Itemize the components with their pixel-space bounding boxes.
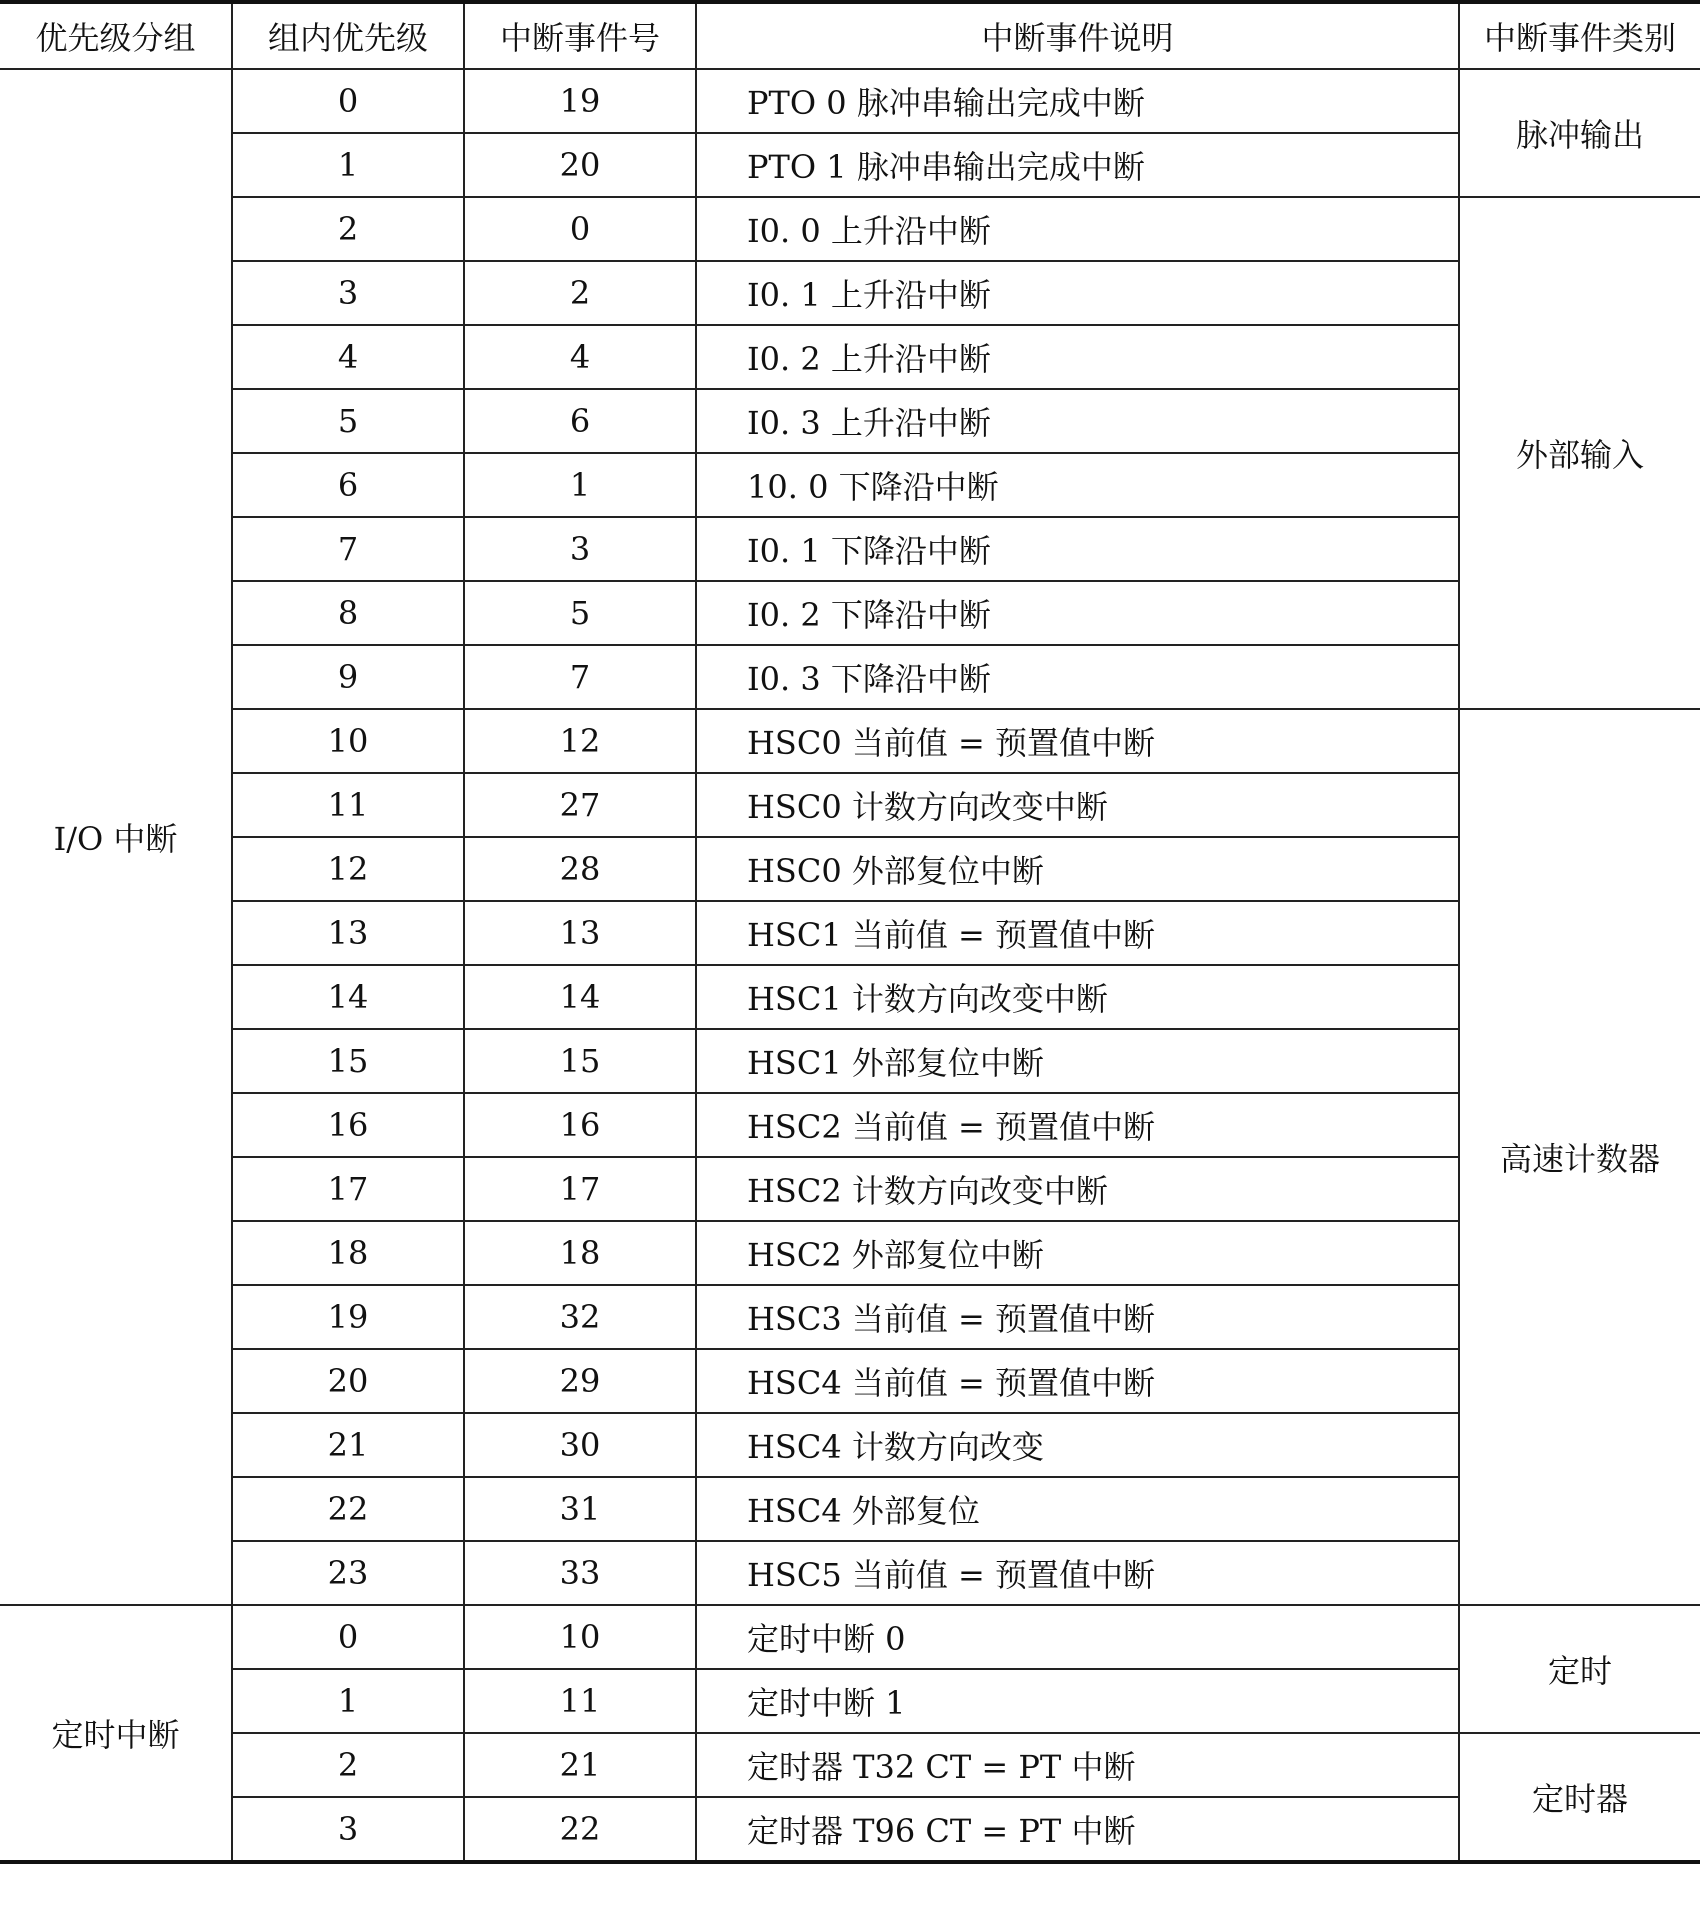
table-header (0, 2, 1700, 69)
table-row (0, 709, 1700, 773)
priority-group-cell: 定时中断 (0, 1605, 232, 1862)
in-group-priority-cell: 22 (232, 1477, 464, 1541)
event-description-cell: HSC0 当前值 = 预置值中断 (696, 709, 1459, 773)
header-in-group-priority: 组内优先级 (232, 2, 464, 69)
header-event-number: 中断事件号 (464, 2, 696, 69)
table-row (0, 389, 1700, 453)
event-number-cell: 33 (464, 1541, 696, 1605)
event-description-cell: HSC0 外部复位中断 (696, 837, 1459, 901)
table-row (0, 133, 1700, 197)
table-row (0, 197, 1700, 261)
in-group-priority-cell: 3 (232, 1797, 464, 1862)
header-priority-group: 优先级分组 (0, 2, 232, 69)
in-group-priority-cell: 4 (232, 325, 464, 389)
event-number-cell: 6 (464, 389, 696, 453)
in-group-priority-cell: 19 (232, 1285, 464, 1349)
event-number-cell: 2 (464, 261, 696, 325)
table-row (0, 1605, 1700, 1669)
in-group-priority-cell: 0 (232, 69, 464, 133)
header-event-description: 中断事件说明 (696, 2, 1459, 69)
event-description-cell: I0. 3 下降沿中断 (696, 645, 1459, 709)
table-row (0, 581, 1700, 645)
in-group-priority-cell: 0 (232, 1605, 464, 1669)
event-number-cell: 29 (464, 1349, 696, 1413)
event-number-cell: 1 (464, 453, 696, 517)
event-description-cell: HSC2 计数方向改变中断 (696, 1157, 1459, 1221)
in-group-priority-cell: 16 (232, 1093, 464, 1157)
event-number-cell: 32 (464, 1285, 696, 1349)
header-row (0, 2, 1700, 69)
table-row (0, 1349, 1700, 1413)
event-description-cell: HSC2 当前值 = 预置值中断 (696, 1093, 1459, 1157)
event-description-cell: HSC4 当前值 = 预置值中断 (696, 1349, 1459, 1413)
in-group-priority-cell: 1 (232, 133, 464, 197)
event-description-cell: HSC4 计数方向改变 (696, 1413, 1459, 1477)
table-row (0, 453, 1700, 517)
event-description-cell: 定时器 T96 CT = PT 中断 (696, 1797, 1459, 1862)
event-description-cell: HSC2 外部复位中断 (696, 1221, 1459, 1285)
event-description-cell: PTO 1 脉冲串输出完成中断 (696, 133, 1459, 197)
event-number-cell: 22 (464, 1797, 696, 1862)
table-row (0, 1477, 1700, 1541)
in-group-priority-cell: 7 (232, 517, 464, 581)
in-group-priority-cell: 12 (232, 837, 464, 901)
table-row (0, 1221, 1700, 1285)
event-number-cell: 17 (464, 1157, 696, 1221)
event-description-cell: HSC4 外部复位 (696, 1477, 1459, 1541)
event-number-cell: 4 (464, 325, 696, 389)
in-group-priority-cell: 2 (232, 1733, 464, 1797)
in-group-priority-cell: 13 (232, 901, 464, 965)
in-group-priority-cell: 15 (232, 1029, 464, 1093)
event-description-cell: HSC0 计数方向改变中断 (696, 773, 1459, 837)
table-row (0, 965, 1700, 1029)
table-row (0, 517, 1700, 581)
event-category-cell: 高速计数器 (1459, 709, 1700, 1605)
event-description-cell: PTO 0 脉冲串输出完成中断 (696, 69, 1459, 133)
priority-group-cell: I/O 中断 (0, 69, 232, 1605)
event-description-cell: HSC1 当前值 = 预置值中断 (696, 901, 1459, 965)
event-category-cell: 外部输入 (1459, 197, 1700, 709)
in-group-priority-cell: 10 (232, 709, 464, 773)
event-number-cell: 27 (464, 773, 696, 837)
table-body (0, 69, 1700, 1862)
table-row (0, 1029, 1700, 1093)
event-category-cell: 定时器 (1459, 1733, 1700, 1862)
table-row (0, 1541, 1700, 1605)
event-number-cell: 21 (464, 1733, 696, 1797)
table-row (0, 645, 1700, 709)
event-description-cell: HSC3 当前值 = 预置值中断 (696, 1285, 1459, 1349)
in-group-priority-cell: 3 (232, 261, 464, 325)
in-group-priority-cell: 20 (232, 1349, 464, 1413)
table-row (0, 1669, 1700, 1733)
event-number-cell: 14 (464, 965, 696, 1029)
header-event-category: 中断事件类别 (1459, 2, 1700, 69)
event-category-cell: 脉冲输出 (1459, 69, 1700, 197)
event-description-cell: I0. 1 上升沿中断 (696, 261, 1459, 325)
table-row (0, 773, 1700, 837)
event-category-cell: 定时 (1459, 1605, 1700, 1733)
table-row (0, 69, 1700, 133)
event-number-cell: 13 (464, 901, 696, 965)
table-row (0, 1093, 1700, 1157)
event-description-cell: I0. 3 上升沿中断 (696, 389, 1459, 453)
in-group-priority-cell: 21 (232, 1413, 464, 1477)
table-row (0, 261, 1700, 325)
event-number-cell: 7 (464, 645, 696, 709)
table-row (0, 325, 1700, 389)
event-description-cell: 定时中断 1 (696, 1669, 1459, 1733)
event-description-cell: 定时中断 0 (696, 1605, 1459, 1669)
in-group-priority-cell: 5 (232, 389, 464, 453)
event-description-cell: 10. 0 下降沿中断 (696, 453, 1459, 517)
event-number-cell: 12 (464, 709, 696, 773)
event-number-cell: 3 (464, 517, 696, 581)
event-number-cell: 16 (464, 1093, 696, 1157)
in-group-priority-cell: 1 (232, 1669, 464, 1733)
table-row (0, 1413, 1700, 1477)
in-group-priority-cell: 11 (232, 773, 464, 837)
table-row (0, 901, 1700, 965)
event-number-cell: 10 (464, 1605, 696, 1669)
event-description-cell: HSC1 计数方向改变中断 (696, 965, 1459, 1029)
in-group-priority-cell: 23 (232, 1541, 464, 1605)
event-number-cell: 20 (464, 133, 696, 197)
table-row (0, 837, 1700, 901)
event-number-cell: 5 (464, 581, 696, 645)
event-description-cell: HSC5 当前值 = 预置值中断 (696, 1541, 1459, 1605)
event-description-cell: I0. 1 下降沿中断 (696, 517, 1459, 581)
in-group-priority-cell: 8 (232, 581, 464, 645)
event-number-cell: 15 (464, 1029, 696, 1093)
event-description-cell: I0. 2 上升沿中断 (696, 325, 1459, 389)
event-number-cell: 19 (464, 69, 696, 133)
event-number-cell: 30 (464, 1413, 696, 1477)
event-number-cell: 28 (464, 837, 696, 901)
event-number-cell: 0 (464, 197, 696, 261)
event-description-cell: I0. 0 上升沿中断 (696, 197, 1459, 261)
event-description-cell: HSC1 外部复位中断 (696, 1029, 1459, 1093)
event-number-cell: 11 (464, 1669, 696, 1733)
in-group-priority-cell: 17 (232, 1157, 464, 1221)
in-group-priority-cell: 2 (232, 197, 464, 261)
event-description-cell: I0. 2 下降沿中断 (696, 581, 1459, 645)
in-group-priority-cell: 6 (232, 453, 464, 517)
table-row (0, 1733, 1700, 1797)
in-group-priority-cell: 9 (232, 645, 464, 709)
table-row (0, 1797, 1700, 1862)
in-group-priority-cell: 18 (232, 1221, 464, 1285)
event-number-cell: 18 (464, 1221, 696, 1285)
event-number-cell: 31 (464, 1477, 696, 1541)
table-row (0, 1157, 1700, 1221)
event-description-cell: 定时器 T32 CT = PT 中断 (696, 1733, 1459, 1797)
table-row (0, 1285, 1700, 1349)
in-group-priority-cell: 14 (232, 965, 464, 1029)
